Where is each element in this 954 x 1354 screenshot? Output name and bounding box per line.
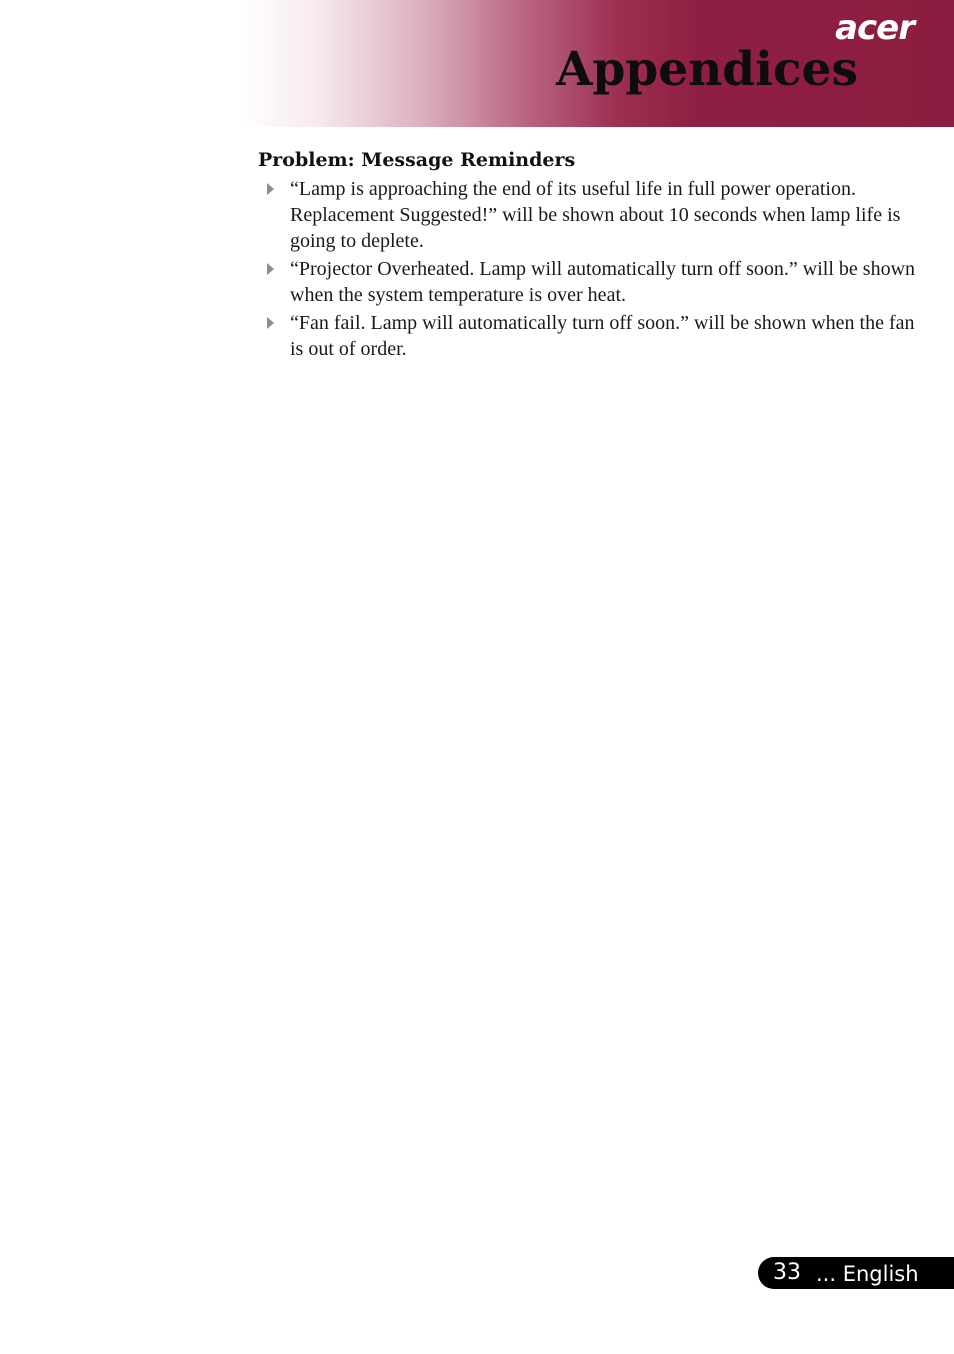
section-heading: Problem: Message Reminders	[258, 149, 576, 171]
triangle-bullet-icon	[267, 317, 274, 329]
triangle-bullet-icon	[267, 263, 274, 275]
triangle-bullet-icon	[267, 183, 274, 195]
reminder-list	[258, 176, 918, 362]
list-item-text: “Fan fail. Lamp will automatically turn off soon.” will be shown when the fan is out of order.	[290, 312, 915, 360]
acer-logo: acer	[835, 8, 914, 48]
page-number: 33	[773, 1260, 801, 1285]
list-item-text: “Projector Overheated. Lamp will automatically turn off soon.” will be shown when the system temperature is over heat.	[290, 258, 916, 306]
message-reminders-section	[258, 146, 918, 364]
footer-bar	[758, 1257, 954, 1289]
list-item	[258, 310, 918, 362]
page-title: Appendices	[556, 42, 858, 97]
list-item-text: “Lamp is approaching the end of its useful life in full power operation. Replacement Suggested!” will be shown about 10 seconds when lamp life is going to deplete.	[290, 178, 901, 252]
footer-language: ... English	[816, 1262, 919, 1286]
list-item	[258, 256, 918, 308]
header-band	[0, 0, 954, 127]
list-item	[258, 176, 918, 254]
